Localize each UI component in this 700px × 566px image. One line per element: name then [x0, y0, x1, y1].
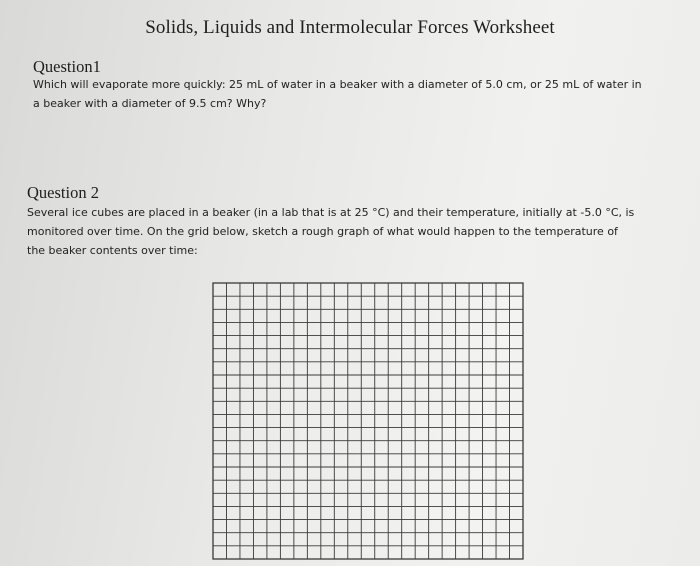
question-2-line-3: the beaker contents over time: [27, 244, 198, 257]
question-2-line-1: Several ice cubes are placed in a beaker (in a lab that is at 25 °C) and their temperature, initially at -5.0 °C, is [27, 206, 635, 219]
graph-grid-svg[interactable] [212, 282, 524, 560]
worksheet-title: Solids, Liquids and Intermolecular Forces Worksheet [145, 17, 555, 38]
question-1-line-1: Which will evaporate more quickly: 25 mL of water in a beaker with a diameter of 5.0 cm, or 25 mL of water in [33, 78, 642, 91]
question-2-line-2: monitored over time. On the grid below, sketch a rough graph of what would happen to the temperature of [27, 225, 618, 238]
question-1-heading: Question1 [33, 57, 101, 76]
question-2-text [27, 203, 677, 260]
question-1-text [33, 75, 673, 113]
question-2-heading: Question 2 [27, 183, 99, 202]
grid-border [213, 283, 523, 559]
graph-grid[interactable] [212, 282, 524, 565]
question-1-line-2: a beaker with a diameter of 9.5 cm? Why? [33, 97, 267, 110]
